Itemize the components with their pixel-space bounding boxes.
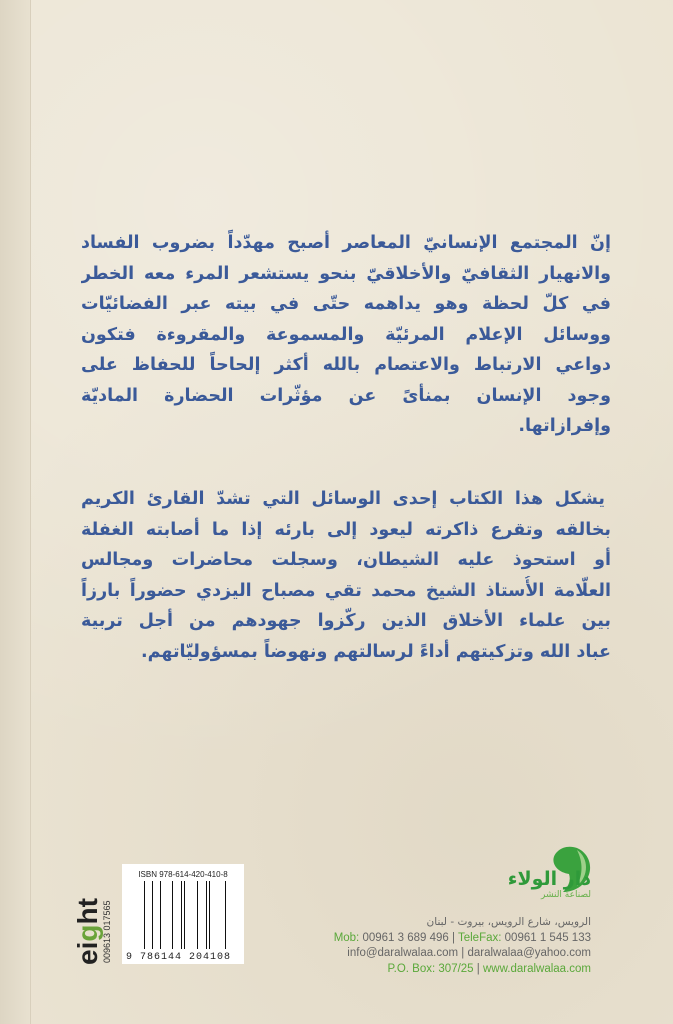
spine-edge (0, 0, 31, 1024)
publisher-contact: الرويس، شارع الرويس، بيروت - لبنان Mob: 00961 3 689 496 | TeleFax: 00961 1 545 133 info@daralwalaa.com | daralwalaa@yahoo.com P.O. Box: 307/25 | www.daralwalaa.com (333, 916, 591, 975)
paragraph-1 (81, 228, 611, 442)
barcode-bars (132, 881, 238, 949)
paragraph-2 (81, 484, 611, 667)
website-link[interactable]: www.daralwalaa.com (482, 962, 591, 975)
fax-label: TeleFax: (457, 931, 502, 944)
publisher-name: دار الولاء (507, 868, 591, 890)
barcode (122, 864, 244, 964)
email-link[interactable]: info@daralwalaa.com (347, 947, 459, 959)
fax-number: 00961 1 545 133 (504, 931, 591, 944)
text-line: عباد الله وتزكيتهم أداءً لرسالتهم ونهوضاً بمسؤوليّاتهم. (141, 641, 611, 662)
pobox: 307/25 (438, 962, 474, 975)
publisher-tagline: لصناعة النشر (540, 890, 591, 900)
publisher-logo (508, 868, 591, 900)
text-line: العلّامة الأُستاذ الشيخ محمد تقي مصباح اليزدي حضوراً بارزاً (81, 580, 611, 601)
isbn-text: ISBN 978-614-420-410-8 (138, 870, 228, 879)
distributor-number: 009613 017565 (102, 900, 112, 963)
mob-number: 00961 3 689 496 (362, 931, 449, 944)
text-line: أو استحوذ عليه الشيطان، وسجلت محاضرات ومجالس (81, 550, 611, 570)
pobox-label: P.O. Box: (387, 962, 436, 975)
address: الرويس، شارع الرويس، بيروت - لبنان (426, 916, 591, 928)
barcode-digits: 9 786144 204108 (126, 952, 232, 963)
text-line: بخالقه وتقرع ذاكرته ليعود إلى بارئه إذا ما أصابته الغفلة (81, 519, 611, 540)
distributor-logo: eight (72, 898, 103, 965)
text-line: في كلّ لحظة وهو يداهمه حتّى في بيته عبر الفضائيّات (81, 294, 611, 314)
text-line: ووسائل الإعلام المرئيّة والمسموعة والمقروءة فتكون (81, 324, 611, 345)
text-line: بين علماء الأخلاق الذين ركّزوا جهودهم من أجل تربية (81, 611, 611, 631)
text-line: وإفرازاتها. (518, 416, 611, 436)
text-line: دواعي الارتباط والاعتصام بالله أكثر إلحاحاً للحفاظ على (81, 355, 611, 375)
text-line: يشكل هذا الكتاب إحدى الوسائل التي تشدّ القارئ الكريم (81, 489, 605, 509)
text-line: والانهيار الثقافيّ والأخلاقيّ بنحو يستشعر المرء معه الخطر (81, 263, 611, 284)
mob-label: Mob: (333, 931, 360, 944)
text-line: وجود الإنسان بمنأىً عن مؤثّرات الحضارة الماديّة (81, 385, 611, 406)
text-line: إنّ المجتمع الإنسانيّ المعاصر أصبح مهدّداً بضروب الفساد (81, 233, 611, 253)
email-link[interactable]: daralwalaa@yahoo.com (467, 947, 591, 959)
